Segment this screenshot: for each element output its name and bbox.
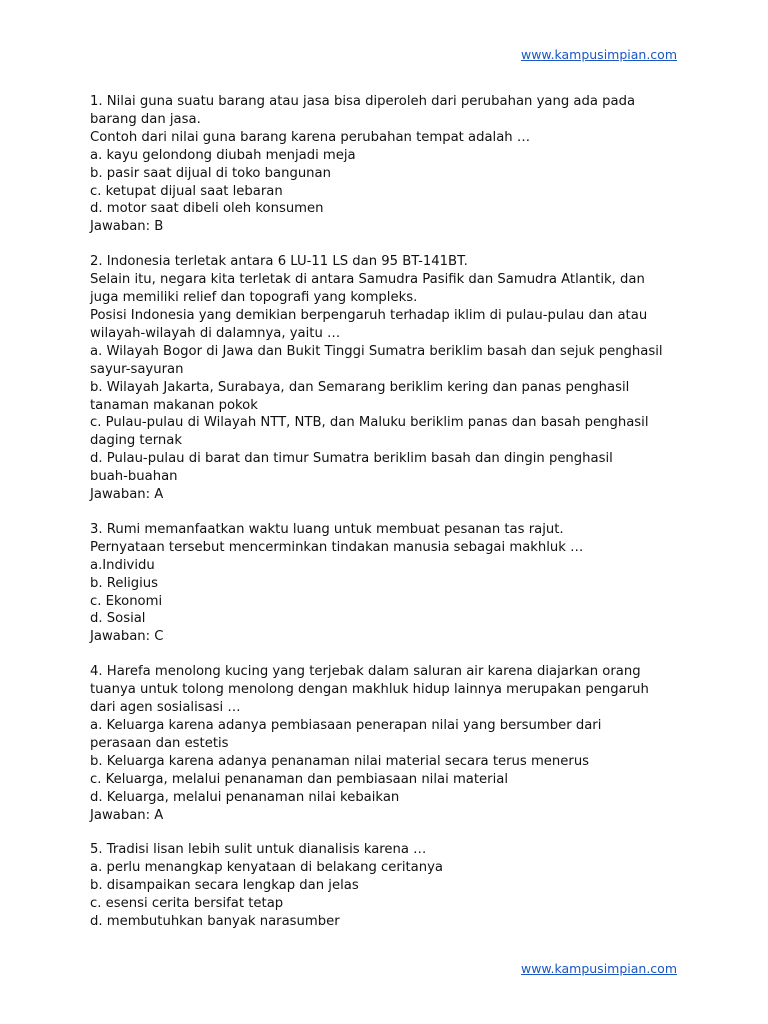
question-5-option-a: a. perlu menangkap kenyataan di belakang ceritanya <box>90 860 443 876</box>
question-3-answer: Jawaban: C <box>90 629 164 645</box>
question-1-option-a: a. kayu gelondong diubah menjadi meja <box>90 147 356 163</box>
question-2-option-b: b. Wilayah Jakarta, Surabaya, dan Semarang beriklim kering dan panas penghasil <box>90 379 630 395</box>
question-1-line-3: Contoh dari nilai guna barang karena perubahan tempat adalah … <box>90 129 531 145</box>
question-3-line-2: Pernyataan tersebut mencerminkan tindakan manusia sebagai makhluk … <box>90 539 584 555</box>
question-2-option-d-cont: buah-buahan <box>90 469 178 485</box>
question-5 <box>90 841 690 931</box>
question-list <box>90 93 690 931</box>
question-3 <box>90 521 690 646</box>
question-1-option-b: b. pasir saat dijual di toko bangunan <box>90 165 331 181</box>
question-2-option-c: c. Pulau-pulau di Wilayah NTT, NTB, dan Maluku beriklim panas dan basah penghasil <box>90 415 649 431</box>
question-1-answer: Jawaban: B <box>90 219 164 235</box>
question-4-option-b: b. Keluarga karena adanya penanaman nilai material secara terus menerus <box>90 753 590 769</box>
question-4 <box>90 663 690 824</box>
question-2-line-3: juga memiliki relief dan topografi yang kompleks. <box>90 290 418 306</box>
question-2-option-a: a. Wilayah Bogor di Jawa dan Bukit Tinggi Sumatra beriklim basah dan sejuk penghasil <box>90 343 663 359</box>
question-4-option-c: c. Keluarga, melalui penanaman dan pembiasaan nilai material <box>90 771 508 787</box>
question-1-option-d: d. motor saat dibeli oleh konsumen <box>90 201 324 217</box>
question-2-answer: Jawaban: A <box>90 487 164 503</box>
question-3-option-a: a.Individu <box>90 557 155 573</box>
question-2-option-d: d. Pulau-pulau di barat dan timur Sumatra beriklim basah dan dingin penghasil <box>90 451 613 467</box>
question-2-option-c-cont: daging ternak <box>90 433 182 449</box>
question-5-line-1: 5. Tradisi lisan lebih sulit untuk dianalisis karena … <box>90 842 427 858</box>
question-4-option-a: a. Keluarga karena adanya pembiasaan penerapan nilai yang bersumber dari <box>90 718 602 733</box>
question-2-line-2: Selain itu, negara kita terletak di antara Samudra Pasifik dan Samudra Atlantik, dan <box>90 272 645 288</box>
question-5-option-d: d. membutuhkan banyak narasumber <box>90 914 340 930</box>
question-1-line-1: 1. Nilai guna suatu barang atau jasa bisa diperoleh dari perubahan yang ada pada <box>90 94 636 109</box>
question-3-line-1: 3. Rumi memanfaatkan waktu luang untuk membuat pesanan tas rajut. <box>90 521 564 537</box>
question-5-option-b: b. disampaikan secara lengkap dan jelas <box>90 878 359 894</box>
question-1 <box>90 93 690 236</box>
question-3-option-c: c. Ekonomi <box>90 593 163 609</box>
question-4-line-1: 4. Harefa menolong kucing yang terjebak dalam saluran air karena diajarkan orang <box>90 664 641 680</box>
header-website-link[interactable]: www.kampusimpian.com <box>520 47 677 62</box>
question-2 <box>90 253 690 504</box>
question-3-option-d: d. Sosial <box>90 611 146 627</box>
question-4-line-2: tuanya untuk tolong menolong dengan makhluk hidup lainnya merupakan pengaruh <box>90 682 649 698</box>
question-1-option-c: c. ketupat dijual saat lebaran <box>90 183 283 199</box>
question-4-answer: Jawaban: A <box>90 807 164 823</box>
question-4-option-d: d. Keluarga, melalui penanaman nilai kebaikan <box>90 789 400 805</box>
question-2-option-a-cont: sayur-sayuran <box>90 361 184 377</box>
question-4-line-3: dari agen sosialisasi … <box>90 700 241 716</box>
question-2-line-4: Posisi Indonesia yang demikian berpengaruh terhadap iklim di pulau-pulau dan atau <box>90 307 648 323</box>
question-2-option-b-cont: tanaman makanan pokok <box>90 397 258 413</box>
question-1-line-2: barang dan jasa. <box>90 111 201 127</box>
question-2-line-5: wilayah-wilayah di dalamnya, yaitu … <box>90 325 341 341</box>
question-5-option-c: c. esensi cerita bersifat tetap <box>90 896 284 912</box>
question-2-line-1: 2. Indonesia terletak antara 6 LU-11 LS dan 95 BT-141BT. <box>90 254 468 270</box>
question-4-option-a-cont: perasaan dan estetis <box>90 735 229 751</box>
footer-website-link[interactable]: www.kampusimpian.com <box>520 961 677 976</box>
question-3-option-b: b. Religius <box>90 575 159 591</box>
